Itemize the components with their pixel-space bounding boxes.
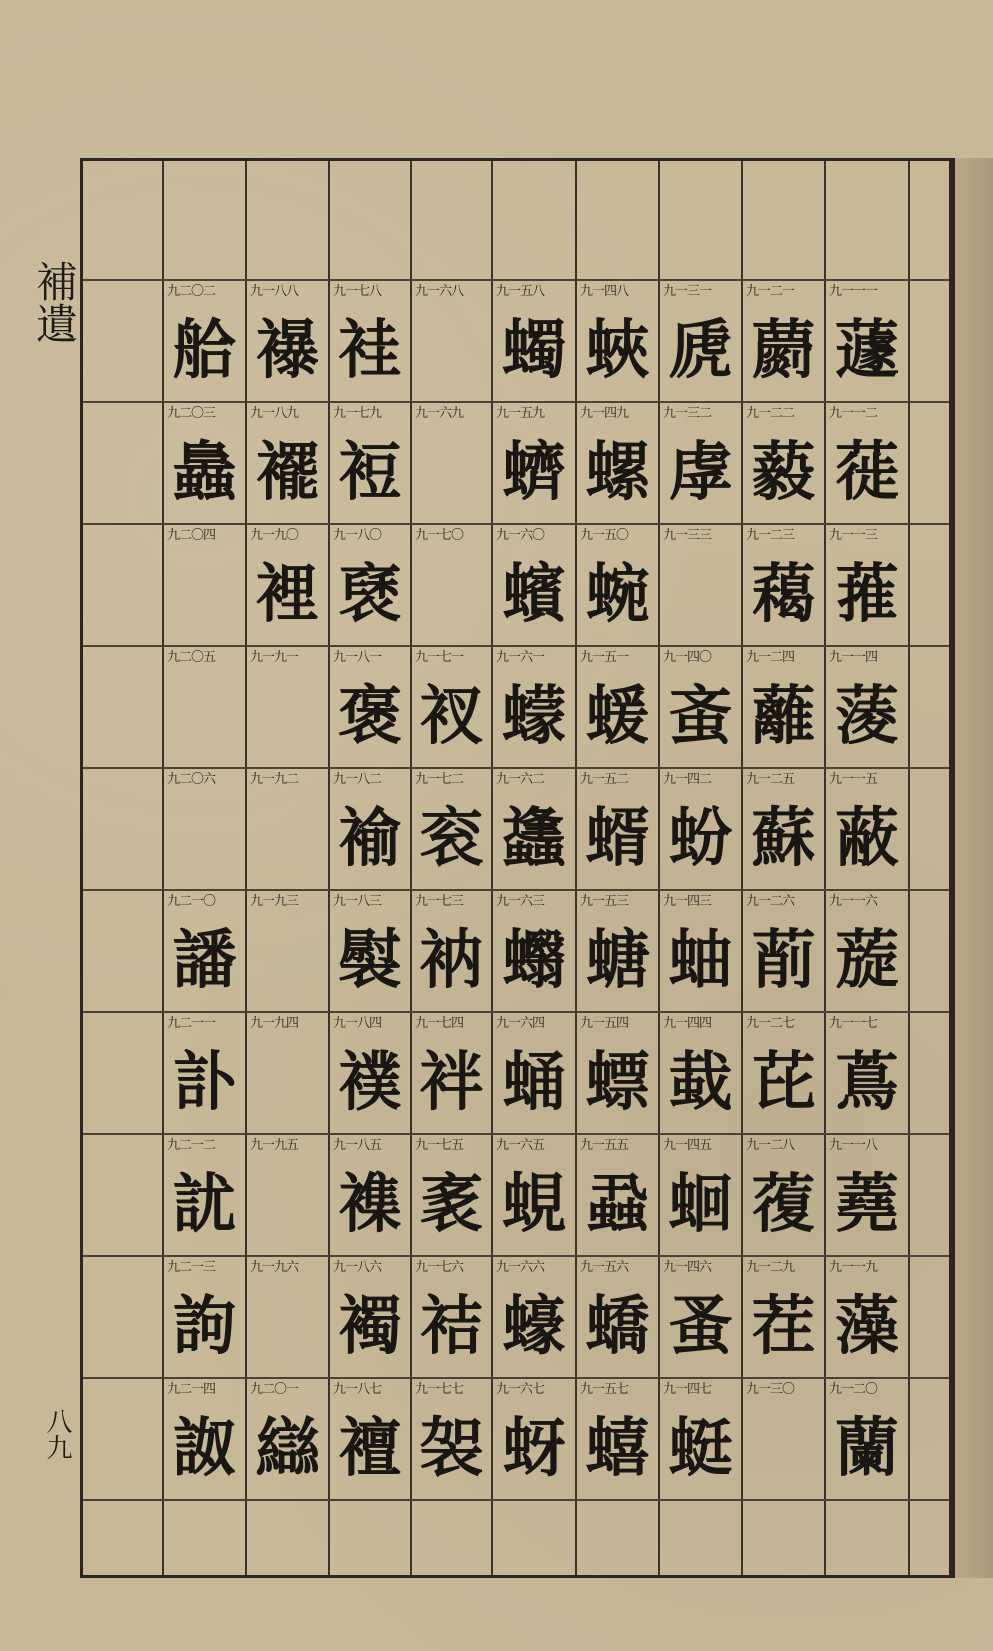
cell-number: 九一二八: [746, 1138, 795, 1153]
cell-number: 九一四六: [663, 1260, 712, 1275]
cell-character: 襡: [338, 1289, 402, 1364]
table-cell: [246, 889, 329, 1011]
cell-character: [246, 917, 329, 1005]
cell-character: 䑪: [172, 313, 237, 388]
cell-number: 九一九〇: [250, 528, 299, 543]
cell-number: 九一一七: [829, 1016, 878, 1031]
cell-number: 九一八七: [333, 1382, 382, 1397]
table-cell: [659, 401, 742, 523]
table-cell: [742, 279, 825, 401]
table-cell: [163, 523, 246, 645]
cell-character: 螗: [585, 923, 650, 998]
cell-number: 九一一六: [829, 894, 878, 909]
cell-number: 九一七六: [415, 1260, 464, 1275]
table-cell: [742, 1133, 825, 1255]
cell-number: 九一六〇: [496, 528, 545, 543]
cell-number: 九一二二: [746, 406, 795, 421]
cell-character: 襬: [255, 435, 320, 510]
cell-character: 蘭: [835, 1411, 899, 1486]
cell-number: 九一三二: [663, 406, 712, 421]
cell-character: 蔆: [835, 679, 899, 754]
cell-character: 裋: [338, 435, 402, 510]
cell-number: 九一九二: [250, 772, 299, 787]
cell-character: 蚡: [668, 801, 733, 876]
table-cell: [825, 1133, 909, 1255]
table-cell: [492, 1011, 576, 1133]
cell-character: 蟢: [585, 1411, 650, 1486]
cell-number: 九一八〇: [333, 528, 382, 543]
table-cell: [742, 1011, 825, 1133]
cell-number: 九一一一: [829, 284, 878, 299]
cell-number: 九一七〇: [415, 528, 464, 543]
table-cell: [246, 401, 329, 523]
table-cell: [163, 1377, 246, 1499]
table-cell: [246, 1255, 329, 1377]
cell-number: 九一六四: [496, 1016, 545, 1031]
cell-number: 九一二九: [746, 1260, 795, 1275]
cell-number: 九二一二: [167, 1138, 216, 1153]
cell-character: 襢: [338, 1411, 402, 1486]
cell-number: 九一三〇: [746, 1382, 795, 1397]
table-cell: [825, 279, 909, 401]
cell-character: 蟜: [585, 1289, 650, 1364]
cell-number: 九一八五: [333, 1138, 382, 1153]
table-cell: [576, 767, 659, 889]
cell-character: 衲: [419, 923, 484, 998]
table-cell: [329, 1377, 411, 1499]
cell-character: 蓷: [835, 557, 899, 632]
cell-character: 蝯: [585, 679, 650, 754]
cell-character: 蛺: [585, 313, 650, 388]
table-cell: [742, 1377, 825, 1499]
table-cell: [825, 645, 909, 767]
table-cell: [329, 645, 411, 767]
cell-character: 褒: [338, 679, 402, 754]
cell-character: 蜓: [668, 1411, 733, 1486]
table-cell: [825, 1377, 909, 1499]
cell-number: 九二〇六: [167, 772, 216, 787]
table-cell: [246, 1011, 329, 1133]
cell-character: 藙: [751, 435, 816, 510]
cell-character: [246, 1283, 329, 1371]
table-cell: [659, 767, 742, 889]
table-cell: [246, 523, 329, 645]
table-cell: [246, 645, 329, 767]
cell-character: 蘧: [835, 313, 899, 388]
cell-number: 九一二五: [746, 772, 795, 787]
table-cell: [411, 1255, 492, 1377]
cell-character: [163, 551, 246, 639]
cell-character: [659, 551, 742, 639]
cell-number: 九一二六: [746, 894, 795, 909]
table-cell: [163, 767, 246, 889]
table-cell: [576, 1011, 659, 1133]
table-cell: [742, 767, 825, 889]
cell-character: 蘮: [751, 313, 816, 388]
cell-character: 蔽: [835, 801, 899, 876]
table-cell: [411, 889, 492, 1011]
table-cell: [659, 1255, 742, 1377]
table-cell: [329, 401, 411, 523]
cell-number: 九一一二: [829, 406, 878, 421]
cell-character: 蠙: [502, 557, 566, 632]
cell-number: 九一四三: [663, 894, 712, 909]
cell-character: [411, 307, 492, 395]
cell-number: 九一七三: [415, 894, 464, 909]
cell-number: 九一八三: [333, 894, 382, 909]
cell-number: 九一五五: [580, 1138, 629, 1153]
cell-number: 九二〇三: [167, 406, 216, 421]
cell-character: 蕘: [835, 1167, 899, 1242]
cell-character: 蚜: [502, 1411, 566, 1486]
cell-character: 芘: [751, 1045, 816, 1120]
cell-number: 九一九四: [250, 1016, 299, 1031]
cell-character: 衮: [419, 801, 484, 876]
cell-number: 九二〇二: [167, 284, 216, 299]
cell-number: 九一四七: [663, 1382, 712, 1397]
cell-number: 九一七八: [333, 284, 382, 299]
cell-character: [163, 673, 246, 761]
table-cell: [246, 1377, 329, 1499]
cell-character: [246, 795, 329, 883]
table-cell: [742, 889, 825, 1011]
cell-character: 蛓: [668, 1045, 733, 1120]
table-cell: [163, 1011, 246, 1133]
table-cell: [246, 279, 329, 401]
cell-character: 蠋: [502, 313, 566, 388]
table-cell: [659, 523, 742, 645]
table-cell: [492, 1133, 576, 1255]
table-cell: [492, 401, 576, 523]
cell-character: 虒: [668, 313, 733, 388]
cell-character: 袈: [419, 1411, 484, 1486]
cell-character: 訃: [172, 1045, 237, 1120]
cell-number: 九一六五: [496, 1138, 545, 1153]
table-cell: [576, 1255, 659, 1377]
cell-character: 蛹: [502, 1045, 566, 1120]
cell-character: 袲: [419, 1167, 484, 1242]
cell-character: 藒: [751, 557, 816, 632]
cell-number: 九一二七: [746, 1016, 795, 1031]
table-cell: [576, 279, 659, 401]
table-cell: [825, 889, 909, 1011]
cell-number: 九一六八: [415, 284, 464, 299]
table-cell: [329, 1255, 411, 1377]
cell-number: 九一五八: [496, 284, 545, 299]
table-cell: [163, 889, 246, 1011]
cell-character: 褽: [338, 923, 402, 998]
table-cell: [659, 1011, 742, 1133]
cell-number: 九一五七: [580, 1382, 629, 1397]
cell-character: 蠓: [502, 679, 566, 754]
table-cell: [576, 401, 659, 523]
cell-character: [411, 429, 492, 517]
table-cell: [163, 1255, 246, 1377]
table-cell: [411, 1133, 492, 1255]
cell-character: 蚰: [668, 923, 733, 998]
table-cell: [492, 1255, 576, 1377]
cell-character: 䜌: [255, 1411, 320, 1486]
cell-number: 九一一四: [829, 650, 878, 665]
table-cell: [576, 645, 659, 767]
table-cell: [825, 1011, 909, 1133]
table-cell: [576, 889, 659, 1011]
table-cell: [329, 889, 411, 1011]
cell-number: 九二一三: [167, 1260, 216, 1275]
cell-number: 九一五九: [496, 406, 545, 421]
cell-character: 蚉: [668, 679, 733, 754]
cell-character: [742, 1405, 825, 1493]
cell-number: 九二一四: [167, 1382, 216, 1397]
cell-number: 九一四九: [580, 406, 629, 421]
table-cell: [576, 523, 659, 645]
table-cell: [411, 401, 492, 523]
table-cell: [411, 645, 492, 767]
cell-character: [246, 1161, 329, 1249]
cell-character: 裡: [255, 557, 320, 632]
cell-character: 蠭: [502, 801, 566, 876]
cell-number: 九一一九: [829, 1260, 878, 1275]
cell-number: 九一四五: [663, 1138, 712, 1153]
cell-number: 九一八二: [333, 772, 382, 787]
table-cell: [576, 1133, 659, 1255]
cell-number: 九一五六: [580, 1260, 629, 1275]
cell-character: 襆: [338, 1045, 402, 1120]
cell-number: 九一七九: [333, 406, 382, 421]
table-cell: [246, 767, 329, 889]
cell-character: 蠮: [502, 923, 566, 998]
cell-number: 九一七二: [415, 772, 464, 787]
cell-character: 衩: [419, 679, 484, 754]
table-cell: [411, 523, 492, 645]
cell-character: 訧: [172, 1167, 237, 1242]
cell-number: 九二〇四: [167, 528, 216, 543]
table-cell: [329, 1011, 411, 1133]
row-rule: [83, 1499, 949, 1501]
cell-number: 九一九六: [250, 1260, 299, 1275]
table-cell: [411, 1011, 492, 1133]
cell-number: 九一五二: [580, 772, 629, 787]
table-cell: [825, 767, 909, 889]
cell-character: 蘺: [751, 679, 816, 754]
page-number: 八九: [42, 1408, 72, 1460]
table-cell: [659, 645, 742, 767]
margin-title: 補遺: [30, 260, 79, 344]
table-cell: [742, 401, 825, 523]
cell-character: 蚤: [668, 1289, 733, 1364]
cell-number: 九一九五: [250, 1138, 299, 1153]
cell-number: 九一四二: [663, 772, 712, 787]
table-cell: [163, 1133, 246, 1255]
cell-character: 茬: [751, 1289, 816, 1364]
cell-number: 九一八八: [250, 284, 299, 299]
cell-character: 藻: [835, 1289, 899, 1364]
cell-character: 蔙: [835, 923, 899, 998]
cell-number: 九一七七: [415, 1382, 464, 1397]
table-cell: [246, 1133, 329, 1255]
table-cell: [329, 1133, 411, 1255]
cell-number: 九一四四: [663, 1016, 712, 1031]
cell-character: 螵: [585, 1045, 650, 1120]
cell-number: 九一二三: [746, 528, 795, 543]
cell-number: 九一一八: [829, 1138, 878, 1153]
cell-number: 九一三一: [663, 284, 712, 299]
cell-character: [246, 673, 329, 761]
cell-number: 九一六二: [496, 772, 545, 787]
cell-character: [163, 795, 246, 883]
cell-character: 蔦: [835, 1045, 899, 1120]
cell-character: 袺: [419, 1289, 484, 1364]
table-cell: [742, 645, 825, 767]
cell-number: 九一一三: [829, 528, 878, 543]
cell-number: 九一六三: [496, 894, 545, 909]
cell-number: 九一四八: [580, 284, 629, 299]
table-cell: [825, 401, 909, 523]
cell-number: 九一二一: [746, 284, 795, 299]
cell-number: 九二〇五: [167, 650, 216, 665]
table-cell: [659, 279, 742, 401]
table-cell: [742, 523, 825, 645]
cell-number: 九二一〇: [167, 894, 216, 909]
cell-number: 九二〇一: [250, 1382, 299, 1397]
cell-number: 九一七五: [415, 1138, 464, 1153]
cell-character: 虖: [668, 435, 733, 510]
table-cell: [659, 1377, 742, 1499]
cell-number: 九一七一: [415, 650, 464, 665]
cell-character: 䘀: [172, 435, 237, 510]
cell-number: 九一五一: [580, 650, 629, 665]
table-cell: [163, 645, 246, 767]
cell-character: [411, 551, 492, 639]
table-cell: [411, 1377, 492, 1499]
cell-number: 九一五三: [580, 894, 629, 909]
cell-character: 袢: [419, 1045, 484, 1120]
table-cell: [825, 523, 909, 645]
cell-character: 褎: [338, 557, 402, 632]
cell-character: 蘇: [751, 801, 816, 876]
table-cell: [411, 767, 492, 889]
cell-number: 九一八四: [333, 1016, 382, 1031]
cell-number: 九一五〇: [580, 528, 629, 543]
cell-number: 九一四〇: [663, 650, 712, 665]
table-cell: [492, 523, 576, 645]
cell-character: 訽: [172, 1289, 237, 1364]
table-cell: [492, 889, 576, 1011]
cell-character: 蓰: [835, 435, 899, 510]
table-cell: [492, 1377, 576, 1499]
cell-number: 九一八一: [333, 650, 382, 665]
table-cell: [492, 767, 576, 889]
table-cell: [492, 279, 576, 401]
character-table: [80, 158, 952, 1578]
table-cell: [329, 279, 411, 401]
table-cell: [659, 1133, 742, 1255]
cell-number: 九一二〇: [829, 1382, 878, 1397]
table-cell: [329, 523, 411, 645]
cell-character: 蜿: [585, 557, 650, 632]
table-cell: [329, 767, 411, 889]
cell-number: 九一九三: [250, 894, 299, 909]
table-cell: [576, 1377, 659, 1499]
cell-number: 九二一一: [167, 1016, 216, 1031]
cell-character: 褕: [338, 801, 402, 876]
cell-character: 蝑: [585, 801, 650, 876]
cell-character: [246, 1039, 329, 1127]
cell-number: 九一九一: [250, 650, 299, 665]
cell-character: 袿: [338, 313, 402, 388]
table-cell: [825, 1255, 909, 1377]
table-cell: [411, 279, 492, 401]
adjacent-page-edge: [952, 158, 993, 1578]
cell-number: 九一三三: [663, 528, 712, 543]
cell-number: 九一五四: [580, 1016, 629, 1031]
cell-character: 蠐: [502, 435, 566, 510]
cell-number: 九一六一: [496, 650, 545, 665]
table-cell: [163, 401, 246, 523]
cell-character: 蝨: [585, 1167, 650, 1242]
cell-character: 襮: [255, 313, 320, 388]
cell-number: 九一六六: [496, 1260, 545, 1275]
cell-character: 襍: [338, 1167, 402, 1242]
table-cell: [742, 1255, 825, 1377]
cell-character: 螺: [585, 435, 650, 510]
table-cell: [659, 889, 742, 1011]
table-cell: [163, 279, 246, 401]
cell-number: 九一六七: [496, 1382, 545, 1397]
cell-number: 九一八六: [333, 1260, 382, 1275]
cell-number: 九一二四: [746, 650, 795, 665]
table-cell: [492, 645, 576, 767]
cell-character: 蕧: [751, 1167, 816, 1242]
cell-number: 九一七四: [415, 1016, 464, 1031]
cell-number: 九一八九: [250, 406, 299, 421]
cell-character: 蠔: [502, 1289, 566, 1364]
cell-character: 詉: [172, 1411, 237, 1486]
cell-character: 蜆: [502, 1167, 566, 1242]
cell-character: 譒: [172, 923, 237, 998]
cell-character: 蛔: [668, 1167, 733, 1242]
cell-number: 九一六九: [415, 406, 464, 421]
cell-character: 萷: [751, 923, 816, 998]
cell-number: 九一一五: [829, 772, 878, 787]
